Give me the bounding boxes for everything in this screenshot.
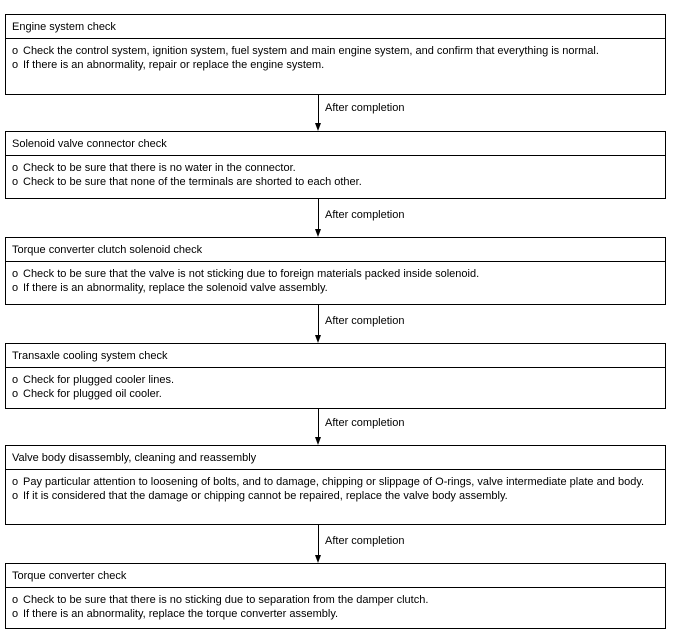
step-item-text: Check to be sure that there is no sticking due to separation from the damper clutch. — [23, 594, 429, 606]
step-item — [12, 593, 659, 607]
arrow-down-icon — [315, 555, 321, 563]
arrow-connector — [318, 199, 518, 237]
step-item-text: Pay particular attention to loosening of bolts, and to damage, chipping or slippage of O-rings, valve intermediate plate and body. — [23, 476, 645, 488]
step-item-text: If there is an abnormality, repair or replace the engine system. — [23, 59, 325, 71]
step-item — [12, 373, 659, 387]
arrow-line — [318, 409, 319, 437]
step-item — [12, 267, 659, 281]
step-item — [12, 58, 659, 72]
step-item-text: If there is an abnormality, replace the torque converter assembly. — [23, 608, 339, 620]
step-item — [12, 175, 659, 189]
bullet: o — [12, 476, 19, 488]
step-body — [6, 470, 665, 506]
step-title: Transaxle cooling system check — [6, 344, 665, 368]
connector-label: After completion — [325, 102, 405, 114]
step-item-text: Check for plugged cooler lines. — [23, 374, 175, 386]
step-item — [12, 489, 659, 503]
step-item-text: Check to be sure that there is no water in the connector. — [23, 162, 296, 174]
step-item — [12, 387, 659, 401]
bullet: o — [12, 59, 19, 71]
step-title: Torque converter check — [6, 564, 665, 588]
bullet: o — [12, 490, 19, 502]
bullet: o — [12, 268, 19, 280]
arrow-down-icon — [315, 335, 321, 343]
arrow-down-icon — [315, 437, 321, 445]
arrow-down-icon — [315, 123, 321, 131]
step-torque-converter-check — [5, 563, 666, 629]
bullet: o — [12, 282, 19, 294]
arrow-down-icon — [315, 229, 321, 237]
step-body — [6, 39, 665, 75]
step-item-text: If there is an abnormality, replace the solenoid valve assembly. — [23, 282, 328, 294]
step-item — [12, 161, 659, 175]
step-valve-body-disassembly — [5, 445, 666, 525]
arrow-connector — [318, 95, 518, 131]
bullet: o — [12, 176, 19, 188]
arrow-line — [318, 95, 319, 123]
step-body — [6, 156, 665, 192]
arrow-connector — [318, 305, 518, 343]
step-solenoid-valve-connector-check — [5, 131, 666, 199]
step-item-text: Check the control system, ignition system, fuel system and main engine system, and confirm that everything is normal. — [23, 45, 599, 57]
step-item-text: Check to be sure that the valve is not sticking due to foreign materials packed inside solenoid. — [23, 268, 480, 280]
arrow-connector — [318, 525, 518, 563]
arrow-line — [318, 199, 319, 229]
step-item-text: Check to be sure that none of the terminals are shorted to each other. — [23, 176, 362, 188]
step-item — [12, 44, 659, 58]
step-engine-system-check — [5, 14, 666, 95]
bullet: o — [12, 162, 19, 174]
step-title: Engine system check — [6, 15, 665, 39]
bullet: o — [12, 594, 19, 606]
bullet: o — [12, 374, 19, 386]
step-item — [12, 475, 659, 489]
bullet: o — [12, 388, 19, 400]
connector-label: After completion — [325, 417, 405, 429]
step-torque-converter-clutch-solenoid-check — [5, 237, 666, 305]
step-body — [6, 368, 665, 404]
step-title: Solenoid valve connector check — [6, 132, 665, 156]
step-body — [6, 262, 665, 298]
arrow-line — [318, 525, 319, 555]
connector-label: After completion — [325, 315, 405, 327]
step-item-text: If it is considered that the damage or chipping cannot be repaired, replace the valve body assembly. — [23, 490, 508, 502]
step-item — [12, 607, 659, 621]
step-body — [6, 588, 665, 624]
arrow-line — [318, 305, 319, 335]
connector-label: After completion — [325, 535, 405, 547]
step-transaxle-cooling-system-check — [5, 343, 666, 409]
connector-label: After completion — [325, 209, 405, 221]
bullet: o — [12, 608, 19, 620]
bullet: o — [12, 45, 19, 57]
step-title: Valve body disassembly, cleaning and reassembly — [6, 446, 665, 470]
step-item-text: Check for plugged oil cooler. — [23, 388, 162, 400]
step-item — [12, 281, 659, 295]
step-title: Torque converter clutch solenoid check — [6, 238, 665, 262]
arrow-connector — [318, 409, 518, 445]
